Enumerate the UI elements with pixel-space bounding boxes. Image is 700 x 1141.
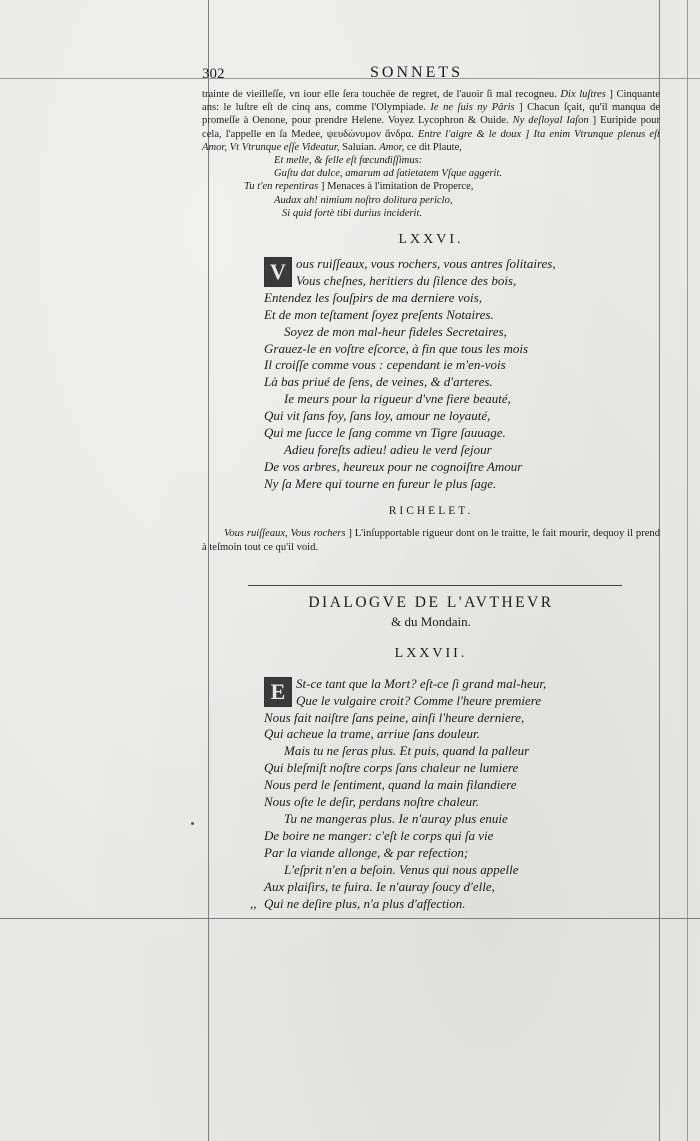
poem-line: Il croiſſe comme vous : cependant ie m'en-vois [264, 357, 506, 373]
note-lemma: Entre l'aigre & le doux [417, 128, 522, 140]
sonnet-number: LXXVI. [398, 232, 464, 248]
commentary-lxxv [202, 88, 660, 220]
note-text: ] Menaces à l'imitation de Properce, [320, 181, 474, 193]
poem-line: Tu ne mangeras plus. Ie n'auray plus enuie [284, 810, 508, 826]
commentator-name: RICHELET. [388, 504, 474, 517]
poem-line: Nous oſte le deſir, perdans noſtre chaleur. [264, 794, 479, 810]
note-lemma: Vous ruiſſeaux, Vous rochers [224, 527, 346, 539]
poem-line: Aux plaiſirs, te fuira. Ie n'auray ſoucy d'elle, [264, 878, 495, 894]
poem-line-last [250, 895, 660, 913]
sonnet-lxxvi [202, 256, 660, 493]
commentary-lxxvi [202, 527, 660, 555]
note-latin: Amor, [379, 141, 405, 153]
bottom-scan-line [0, 918, 700, 919]
poem-line: Ie meurs pour la rigueur d'vne fiere beauté, [284, 391, 511, 407]
stray-ink-dot [191, 822, 194, 825]
drop-cap: E [264, 677, 292, 707]
poem-line: Ny ſa Mere qui tourne en fureur le plus ſage. [264, 475, 497, 491]
note-lemma: Dix luſtres [560, 89, 606, 100]
poem-line: Là bas priué de ſens, de veines, & d'arteres. [264, 374, 493, 390]
note-text: ] L'inſupportable rigueur dont on le traitte, le fait mourir, dequoy il prend à teſmoin tout ce qu'il void. [202, 527, 660, 553]
poem-line: De vos arbres, heureux pour ne cognoiſtre Amour [264, 458, 523, 474]
note-lemma: Tu t'en repentiras [244, 181, 319, 193]
note-text: trainte de vieilleſſe, vn iour elle ſera touchée de regret, de l'auoir ſi mal recogneu. [202, 89, 557, 100]
quoted-verse: Et melle, & felle eſt fœcundiſſimus: [274, 155, 423, 167]
poem-line: Que le vulgaire croit? Comme l'heure premiere [296, 692, 542, 708]
poem-line: Qui bleſmiſt noſtre corps ſans chaleur ne lumiere [264, 760, 519, 776]
book-page [202, 62, 660, 912]
poem-line: Et de mon teſtament ſoyez preſents Notaires. [264, 306, 494, 322]
poem-line: Mais tu ne ſeras plus. Et puis, quand la palleur [284, 743, 530, 759]
poem-line: Qui vit ſans foy, ſans loy, amour ne loyauté, [264, 408, 491, 424]
drop-cap: V [264, 257, 292, 287]
note-lemma: Ny deſloyal Iaſon [512, 115, 589, 127]
poem-line: St-ce tant que la Mort? eſt-ce ſi grand mal-heur, [296, 675, 547, 691]
poem-line: L'eſprit n'en a beſoin. Venus qui nous appelle [284, 861, 519, 877]
quoted-verse: Guſtu dat dulce, amarum ad ſatietatem Vſque aggerit. [274, 168, 503, 180]
poem-line: Entendez les ſouſpirs de ma derniere vois, [264, 289, 482, 305]
sonnet-lxxvii [202, 676, 660, 913]
section-divider [248, 585, 622, 586]
poem-line: Qui me ſucce le ſang comme vn Tigre ſauuage. [264, 425, 506, 441]
poem-line: De boire ne manger: c'eſt le corps qui ſa vie [264, 827, 494, 843]
sonnet-number: LXXVII. [394, 645, 468, 661]
note-text: ce dit Plaute, [406, 141, 462, 153]
note-text: ] Chacun ſçait, qu'il manqua de promeſſe à Oenone, pour prendre Helene. Voyez Lycophron & Ouide. [202, 102, 661, 127]
far-right-edge [687, 0, 688, 1141]
dialogue-subtitle: & du Mondain. [391, 613, 471, 629]
poem-line: Adieu foreſts adieu! adieu le verd ſejour [284, 442, 492, 457]
poem-line: Nous fait naiſtre ſans peine, ainſi l'heure derniere, [264, 709, 525, 725]
note-text: ] Euripide pour cela, l'appelle en ſa Medee, ψευδώνυμον ἄνδρα. [202, 115, 660, 140]
page-number: 302 [202, 66, 225, 82]
poem-line: Grauez-le en voſtre eſcorce, à fin que tous les mois [264, 340, 529, 356]
dialogue-title: DIALOGVE DE L'AVTHEVR [308, 593, 554, 611]
quotation-mark: ,, [250, 895, 257, 911]
note-latin: ] Ita enim Vtrunque plenus eſt Amor, Vt Vtrunque eſſe Videatur, [202, 128, 660, 153]
poem-line: Nous perd le ſentiment, quand la main filandiere [264, 777, 517, 793]
note-lemma: Ie ne ſuis ny Pâris [430, 102, 515, 114]
poem-line: Vous cheſnes, heritiers du ſilence des bois, [296, 272, 517, 288]
note-text: Saluian. [342, 141, 377, 153]
poem-line-text: Qui ne deſire plus, n'a plus d'affection. [264, 895, 466, 911]
poem-line: Par la viande allonge, & par refection; [264, 844, 469, 860]
note-text: ] Cinquante ans: le luſtre eſt de cinq ans, comme l'Olympiade. [202, 89, 660, 114]
quoted-verse: Si quid fortè tibi durius inciderit. [282, 207, 423, 219]
page-header [202, 62, 660, 88]
poem-line: Qui acheue la trame, arriue ſans douleur. [264, 726, 480, 742]
poem-line: Soyez de mon mal-heur fideles Secretaires, [284, 323, 507, 339]
poem-line: ous ruiſſeaux, vous rochers, vous antres ſolitaires, [296, 256, 556, 272]
running-head: SONNETS [370, 64, 464, 81]
quoted-verse: Audax ah! nimium noſtro dolitura periclo, [274, 194, 453, 206]
